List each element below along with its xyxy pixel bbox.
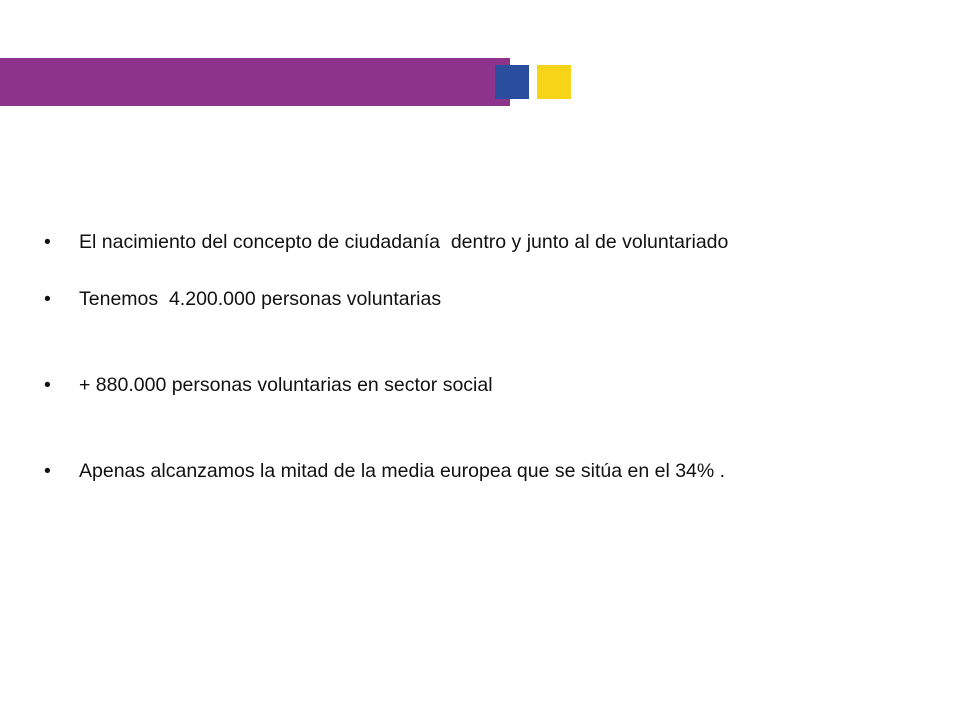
bullet-item bbox=[44, 459, 944, 483]
bullet-dot-icon: • bbox=[44, 374, 51, 396]
bullet-text: Apenas alcanzamos la mitad de la media europea que se sitúa en el 34% . bbox=[79, 460, 726, 482]
bullet-dot-icon: • bbox=[44, 231, 51, 253]
bullet-text: Tenemos 4.200.000 personas voluntarias bbox=[79, 288, 442, 310]
bullet-text: El nacimiento del concepto de ciudadanía dentro y junto al de voluntariado bbox=[79, 231, 729, 253]
bullet-item bbox=[44, 373, 944, 397]
bullet-item bbox=[44, 230, 944, 254]
bullet-dot-icon: • bbox=[44, 288, 51, 310]
bullet-text: + 880.000 personas voluntarias en sector social bbox=[79, 374, 493, 396]
bullet-dot-icon: • bbox=[44, 460, 51, 482]
bullet-item bbox=[44, 287, 944, 311]
